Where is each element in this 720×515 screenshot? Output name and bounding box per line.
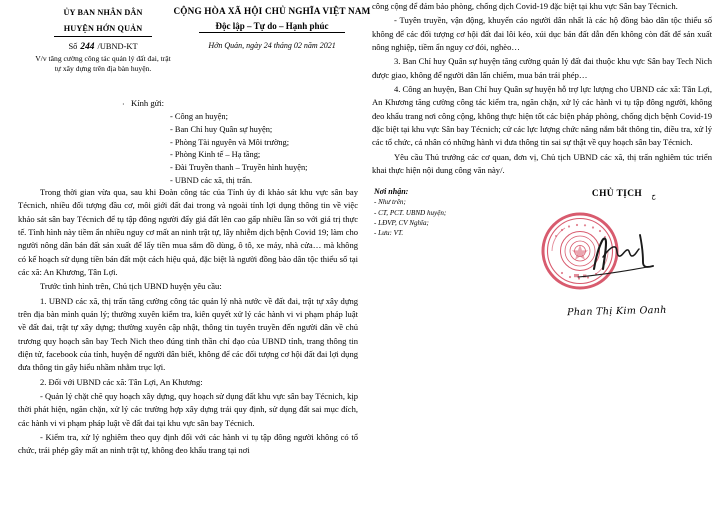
issuing-organization-block — [28, 8, 178, 74]
recipient-item: - Phòng Kinh tế – Hạ tầng; — [170, 150, 261, 160]
document-number-prefix: Số — [68, 41, 78, 51]
body-paragraph-section-4: 4. Công an huyện, Ban Chỉ huy Quân sự huyện hỗ trợ lực lượng cho UBND các xã: Tân Lợi, An Khương tăng cường công tác kiểm tra, ngăn chặn, xử lý các hành vi tụ tập đông người, không đeo khẩu trang nơi công cộng, không thực hiện tốt các biện pháp phòng, chống dịch bệnh Covid-19 đặc biệt tại khu vực Sân bay Técnich; cử các lực lượng chức năng nắm bắt thông tin, điều tra, xử lý các tổ chức, cá nhân có những hành vi đưa thông tin sai sự thật về quy hoạch sân bay Técnich. — [372, 83, 712, 148]
recipient-item: - Công an huyện; — [170, 112, 228, 121]
recipients-list — [170, 111, 308, 188]
body-paragraph: Trước tình hình trên, Chủ tịch UBND huyện yêu cầu: — [40, 281, 222, 292]
signer-title-text: CHỦ TỊCH — [591, 189, 643, 200]
recipients-label: Kính gửi: — [131, 98, 165, 108]
body-paragraph-section-2: 2. Đối với UBND các xã: Tân Lợi, An Khương: — [40, 376, 203, 387]
recipient-item: - Phòng Tài nguyên và Môi trường; — [170, 137, 290, 147]
distribution-item: - LĐVP, CV Nghĩa; — [374, 218, 429, 227]
signer-title-flourish: ح — [650, 191, 656, 201]
organization-line-2: HUYỆN HỚN QUẢN — [54, 24, 153, 36]
distribution-title: Nơi nhận: — [374, 187, 409, 197]
body-paragraph-section-3: 3. Ban Chỉ huy Quân sự huyện tăng cường quản lý đất đai thuộc khu vực Sân bay Tech Nich được giao, không để người dân lấn chiếm, mua bán trái phép… — [372, 56, 712, 80]
body-text-right — [372, 0, 712, 177]
recipients-bullet-dot: · — [122, 100, 125, 109]
document-column-right — [372, 0, 712, 515]
document-number-suffix: /UBND-KT — [97, 41, 138, 51]
distribution-item: - Lưu: VT. — [374, 229, 404, 238]
document-masthead — [18, 0, 371, 92]
national-heading-block — [158, 6, 386, 50]
distribution-list — [374, 197, 524, 238]
national-name: CỘNG HÒA XÃ HỘI CHỦ NGHĨA VIỆT NAM — [173, 6, 371, 16]
document-subject: V/v tăng cường công tác quản lý đất đai, trật tự xây dựng trên địa bàn huyện. — [35, 53, 171, 73]
document-number-value: 244 — [80, 41, 95, 52]
document-number — [28, 42, 178, 52]
body-paragraph-closing: Yêu cầu Thủ trưởng các cơ quan, đơn vị, Chủ tịch UBND các xã, thị trấn nghiêm túc triển khai thực hiện nội dung công văn này/. — [372, 151, 712, 175]
signature-zone — [372, 187, 712, 347]
body-paragraph-bullet: - Quản lý chặt chẽ quy hoạch xây dựng, quy hoạch sử dụng đất khu vực sân bay Técnich, kịp thời phát hiện, ngăn chặn, xử lý các trường hợp xây dựng trái quy định, sử dụng đất sai mục đích, các hành vi vi phạm pháp luật về đất đai tại khu vực sân bay Técnich. — [18, 390, 358, 428]
distribution-block — [374, 187, 524, 238]
body-paragraph-bullet: - Tuyên truyền, vận động, khuyến cáo người dân nhất là các hộ đồng bào dân tộc thiểu số không để các đối tượng cơ hội đất đai lôi kéo, xúi dục bán đất dẫn đến không còn đất để sản xuất nông nghiệp, tiềm ẩn nguy cơ đói, nghèo… — [372, 15, 712, 52]
recipient-item: - UBND các xã, thị trấn. — [170, 175, 253, 185]
body-paragraph-continuation: công cộng để đảm bảo phòng, chống dịch Covid-19 đặc biệt tại khu vực Sân bay Técnich. — [372, 1, 678, 11]
recipients-block — [18, 98, 358, 186]
signer-title — [591, 189, 656, 201]
recipient-item: - Đài Truyền thanh – Truyền hình huyện; — [170, 163, 308, 173]
signer-block — [522, 183, 712, 319]
organization-line-1: ỦY BAN NHÂN DÂN — [63, 8, 143, 17]
body-text-left — [18, 186, 358, 458]
national-motto: Độc lập – Tự do – Hạnh phúc — [199, 21, 344, 33]
distribution-item: - Như trên; — [374, 198, 406, 207]
place-and-date: Hớn Quản, ngày 24 tháng 02 năm 2021 — [208, 41, 336, 50]
body-paragraph: Trong thời gian vừa qua, sau khi Đoàn công tác của Tỉnh ủy đi khảo sát khu vực sân bay Técnich, nhiều đối tượng đầu cơ, môi giới đất đai trong và ngoài tỉnh lợi dụng thông tin về việc khảo sát sân bay Técnich để tụ tập đông người đẩy giá đất lên cao gấp nhiều lần so với giá trị thực tế. Tình hình này tiềm ẩn nhiều nguy cơ mất an ninh trật tự, lây nhiễm dịch bệnh Covid 19; làm cho người nông dân bán đất sản xuất để lấy tiền mua sắm đồ dùng, ô tô, xe máy, nhà cửa… mà không có kế hoạch sử dụng tiền bán đất một cách hiệu quả, đặc biệt là người đồng bào dân tộc thiểu số tại các xã: An Khương, Tân Lợi. — [18, 187, 358, 277]
document-column-left — [18, 0, 371, 515]
body-paragraph-bullet: - Kiểm tra, xử lý nghiêm theo quy định đối với các hành vi tụ tập đông người không có tổ chức, trái phép gây mất an ninh trật tự, không đeo khẩu trang tại nơi — [18, 431, 358, 456]
signature-canvas — [522, 205, 712, 301]
recipient-item: - Ban Chỉ huy Quân sự huyện; — [170, 124, 273, 134]
signer-name: Phan Thị Kim Oanh — [567, 305, 667, 319]
signature-and-stamp-graphic — [522, 205, 712, 301]
distribution-item: - CT, PCT. UBND huyện; — [374, 208, 447, 217]
body-paragraph-section-1: 1. UBND các xã, thị trấn tăng cường công tác quản lý nhà nước về đất đai, trật tự xây dựng trên địa bàn mình quản lý; thường xuyên kiểm tra, kiên quyết xử lý các hành vi vi phạm pháp luật về đất đai, trật tự xây dựng; thường xuyên cập nhật, thông tin tuyên truyền đến người dân về chủ trương quy hoạch sân bay Tech Nich theo đúng tinh thần chỉ đạo của UBND tỉnh, trang thông tin điện tử, facebook của tỉnh, huyện để người dân biết, không để các đối tượng cơ hội đất đai lợi dụng đưa thông tin gây hiểu nhầm nhằm trục lợi. — [18, 295, 358, 373]
